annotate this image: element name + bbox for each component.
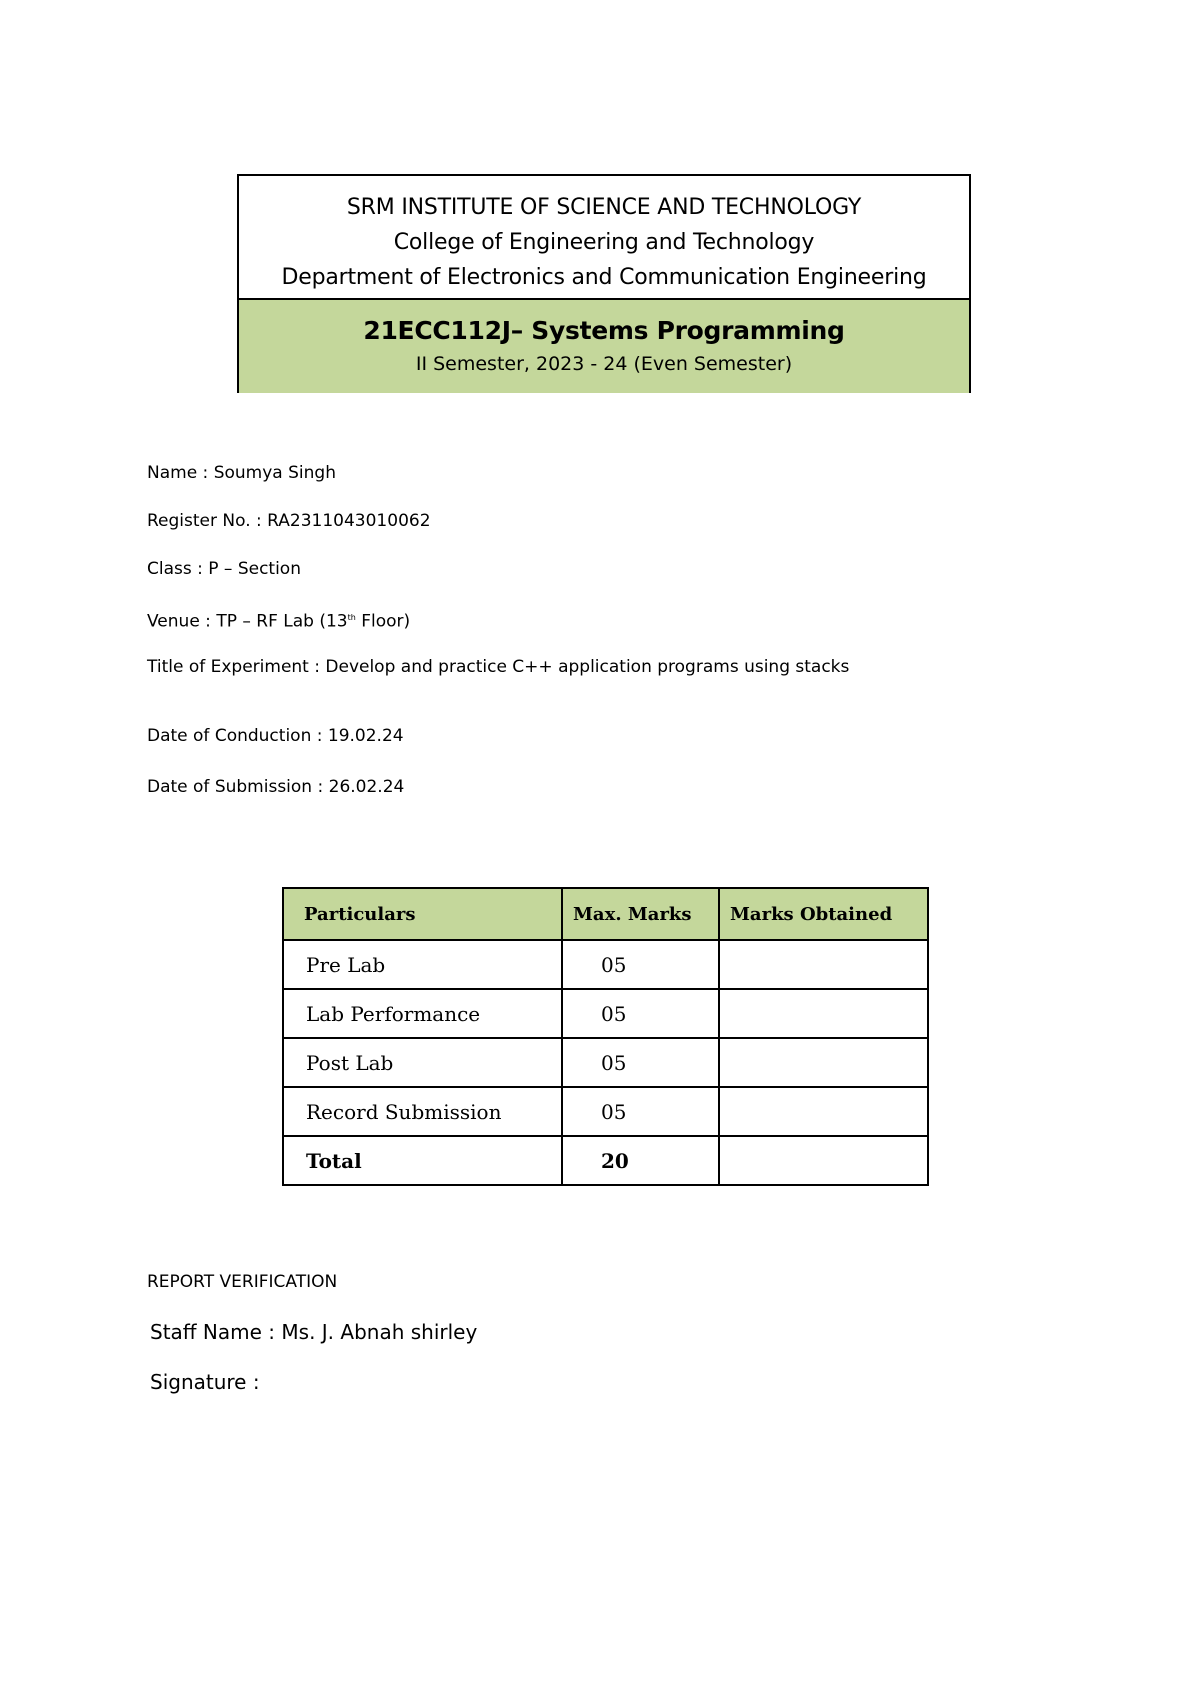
staff-name-line bbox=[150, 1320, 477, 1344]
register-value: RA2311043010062 bbox=[267, 511, 431, 531]
venue-value-pre: TP – RF Lab (13 bbox=[216, 611, 348, 632]
institution-block bbox=[239, 176, 969, 300]
conduction-date-value: 19.02.24 bbox=[327, 726, 404, 746]
table-row bbox=[283, 940, 928, 989]
total-max-cell: 20 bbox=[562, 1136, 719, 1185]
header-box bbox=[237, 174, 971, 393]
signature-label: Signature : bbox=[150, 1370, 260, 1394]
submission-date-line bbox=[147, 775, 404, 799]
semester-info: II Semester, 2023 - 24 (Even Semester) bbox=[415, 353, 793, 375]
header-marks-obtained: Marks Obtained bbox=[719, 888, 928, 940]
class-label: Class : bbox=[147, 559, 209, 579]
name-label: Name : bbox=[147, 463, 214, 483]
class-line bbox=[147, 557, 301, 581]
table-row bbox=[283, 1087, 928, 1136]
experiment-title-value: Develop and practice C++ application programs using stacks bbox=[325, 657, 850, 677]
marks-obtained-cell bbox=[719, 940, 928, 989]
conduction-date-label: Date of Conduction : bbox=[147, 726, 328, 746]
department-name: Department of Electronics and Communication Engineering bbox=[281, 265, 927, 290]
class-value: P – Section bbox=[208, 559, 301, 579]
register-label: Register No. : bbox=[147, 511, 268, 531]
max-marks-cell: 05 bbox=[562, 1038, 719, 1087]
marks-obtained-cell bbox=[719, 989, 928, 1038]
course-title: 21ECC112J– Systems Programming bbox=[363, 316, 845, 345]
venue-value-post: Floor) bbox=[355, 611, 411, 632]
table-row bbox=[283, 1038, 928, 1087]
header-max-marks: Max. Marks bbox=[562, 888, 719, 940]
experiment-title-line bbox=[147, 655, 849, 679]
total-obtained-cell bbox=[719, 1136, 928, 1185]
particular-cell: Lab Performance bbox=[283, 989, 562, 1038]
experiment-title-label: Title of Experiment : bbox=[147, 657, 326, 677]
submission-date-value: 26.02.24 bbox=[328, 777, 405, 797]
total-row bbox=[283, 1136, 928, 1185]
staff-name-label: Staff Name : bbox=[150, 1320, 282, 1344]
particular-cell: Record Submission bbox=[283, 1087, 562, 1136]
max-marks-cell: 05 bbox=[562, 940, 719, 989]
marks-obtained-cell bbox=[719, 1038, 928, 1087]
staff-name-value: Ms. J. Abnah shirley bbox=[281, 1320, 478, 1344]
particular-cell: Pre Lab bbox=[283, 940, 562, 989]
header-particulars: Particulars bbox=[283, 888, 562, 940]
max-marks-cell: 05 bbox=[562, 1087, 719, 1136]
register-line bbox=[147, 509, 431, 533]
total-label-cell: Total bbox=[283, 1136, 562, 1185]
marks-table-header-row bbox=[283, 888, 928, 940]
venue-superscript: th bbox=[347, 613, 356, 622]
marks-table bbox=[282, 887, 929, 1186]
marks-obtained-cell bbox=[719, 1087, 928, 1136]
venue-label: Venue : bbox=[147, 611, 217, 632]
table-row bbox=[283, 989, 928, 1038]
report-verification-heading: REPORT VERIFICATION bbox=[147, 1272, 338, 1292]
max-marks-cell: 05 bbox=[562, 989, 719, 1038]
course-block bbox=[239, 300, 969, 393]
submission-date-label: Date of Submission : bbox=[147, 777, 329, 797]
particular-cell: Post Lab bbox=[283, 1038, 562, 1087]
conduction-date-line bbox=[147, 724, 404, 748]
college-name: College of Engineering and Technology bbox=[393, 230, 815, 255]
venue-line bbox=[147, 606, 410, 634]
name-value: Soumya Singh bbox=[213, 463, 336, 483]
student-name-line bbox=[147, 461, 336, 485]
institute-name: SRM INSTITUTE OF SCIENCE AND TECHNOLOGY bbox=[346, 195, 862, 220]
